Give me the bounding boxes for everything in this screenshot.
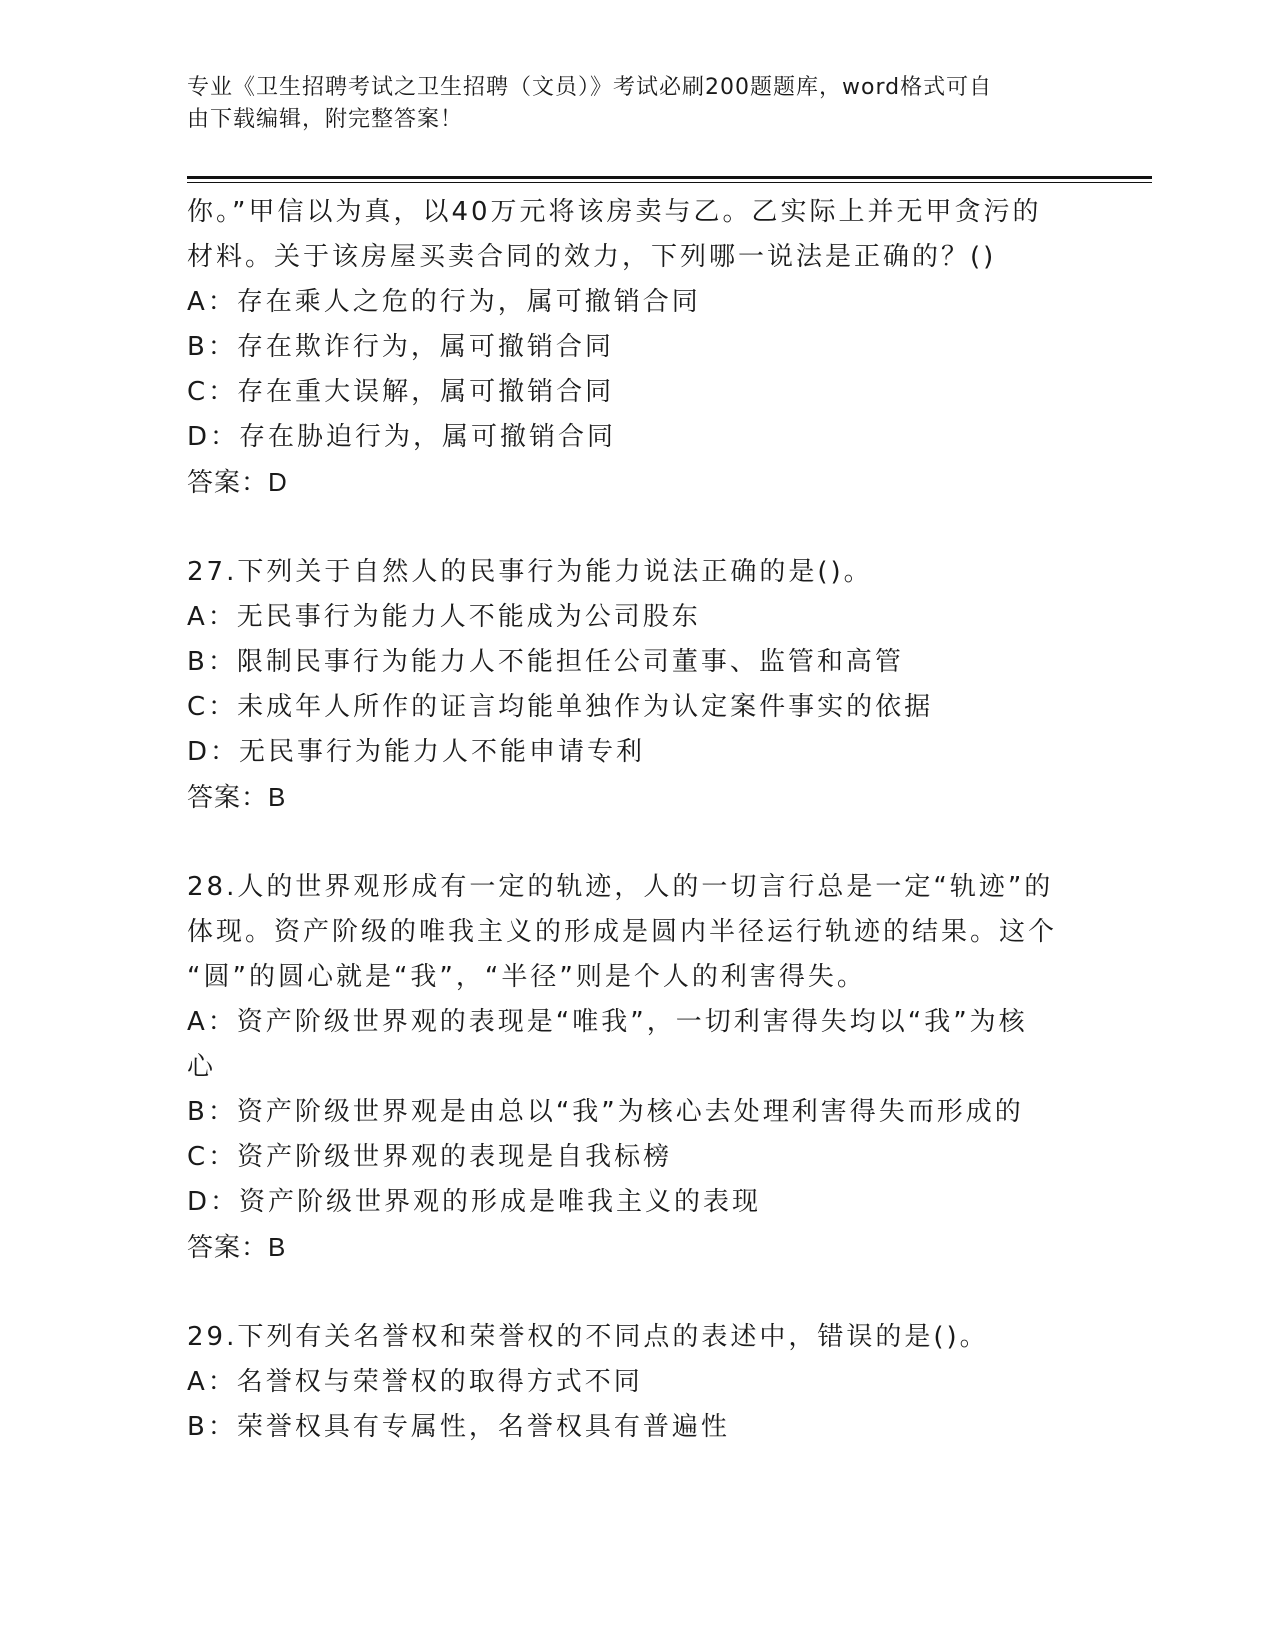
option-b: B：荣誉权具有专属性，名誉权具有普遍性 [187, 1412, 730, 1442]
option-d: D：资产阶级世界观的形成是唯我主义的表现 [187, 1187, 762, 1217]
option-a: A：资产阶级世界观的表现是“唯我”，一切利害得失均以“我”为核 [187, 1007, 1028, 1037]
option-a: A：存在乘人之危的行为，属可撤销合同 [187, 287, 701, 317]
page-header [187, 72, 1067, 136]
answer-line: 答案：B [187, 1232, 287, 1262]
option-a: A：名誉权与荣誉权的取得方式不同 [187, 1367, 643, 1397]
option-c: C：资产阶级世界观的表现是自我标榜 [187, 1142, 673, 1172]
header-title-line1: 专业《卫生招聘考试之卫生招聘（文员）》考试必刷200题题库，word格式可自 [187, 75, 993, 100]
option-c: C：存在重大误解，属可撤销合同 [187, 377, 615, 407]
question-text-line: 材料。关于该房屋买卖合同的效力，下列哪一说法是正确的？() [187, 242, 997, 272]
question-content [187, 190, 1087, 1450]
question-text-line: 你。”甲信以为真，以40万元将该房卖与乙。乙实际上并无甲贪污的 [187, 197, 1042, 227]
header-rule-thin [187, 182, 1152, 183]
question-text-line: 体现。资产阶级的唯我主义的形成是圆内半径运行轨迹的结果。这个 [187, 917, 1058, 947]
question-26 [187, 190, 1087, 505]
option-c: C：未成年人所作的证言均能单独作为认定案件事实的依据 [187, 692, 934, 722]
spacer [187, 820, 1087, 865]
question-28 [187, 865, 1087, 1270]
spacer [187, 1270, 1087, 1315]
question-text-line: 28.人的世界观形成有一定的轨迹，人的一切言行总是一定“轨迹”的 [187, 872, 1054, 902]
question-text-line: 27.下列关于自然人的民事行为能力说法正确的是()。 [187, 557, 873, 587]
option-b: B：限制民事行为能力人不能担任公司董事、监管和高管 [187, 647, 904, 677]
option-b: B：存在欺诈行为，属可撤销合同 [187, 332, 614, 362]
question-text-line: 29.下列有关名誉权和荣誉权的不同点的表述中，错误的是()。 [187, 1322, 989, 1352]
header-rule-thick [187, 176, 1152, 179]
question-27 [187, 550, 1087, 820]
question-text-line: “圆”的圆心就是“我”，“半径”则是个人的利害得失。 [187, 962, 866, 992]
option-a: A：无民事行为能力人不能成为公司股东 [187, 602, 701, 632]
option-d: D：无民事行为能力人不能申请专利 [187, 737, 646, 767]
question-29 [187, 1315, 1087, 1450]
spacer [187, 505, 1087, 550]
option-d: D：存在胁迫行为，属可撤销合同 [187, 422, 617, 452]
header-title-line2: 由下载编辑，附完整答案！ [187, 107, 464, 132]
option-b: B：资产阶级世界观是由总以“我”为核心去处理利害得失而形成的 [187, 1097, 1024, 1127]
option-a-continued: 心 [187, 1052, 217, 1082]
answer-line: 答案：D [187, 467, 288, 497]
answer-line: 答案：B [187, 782, 287, 812]
